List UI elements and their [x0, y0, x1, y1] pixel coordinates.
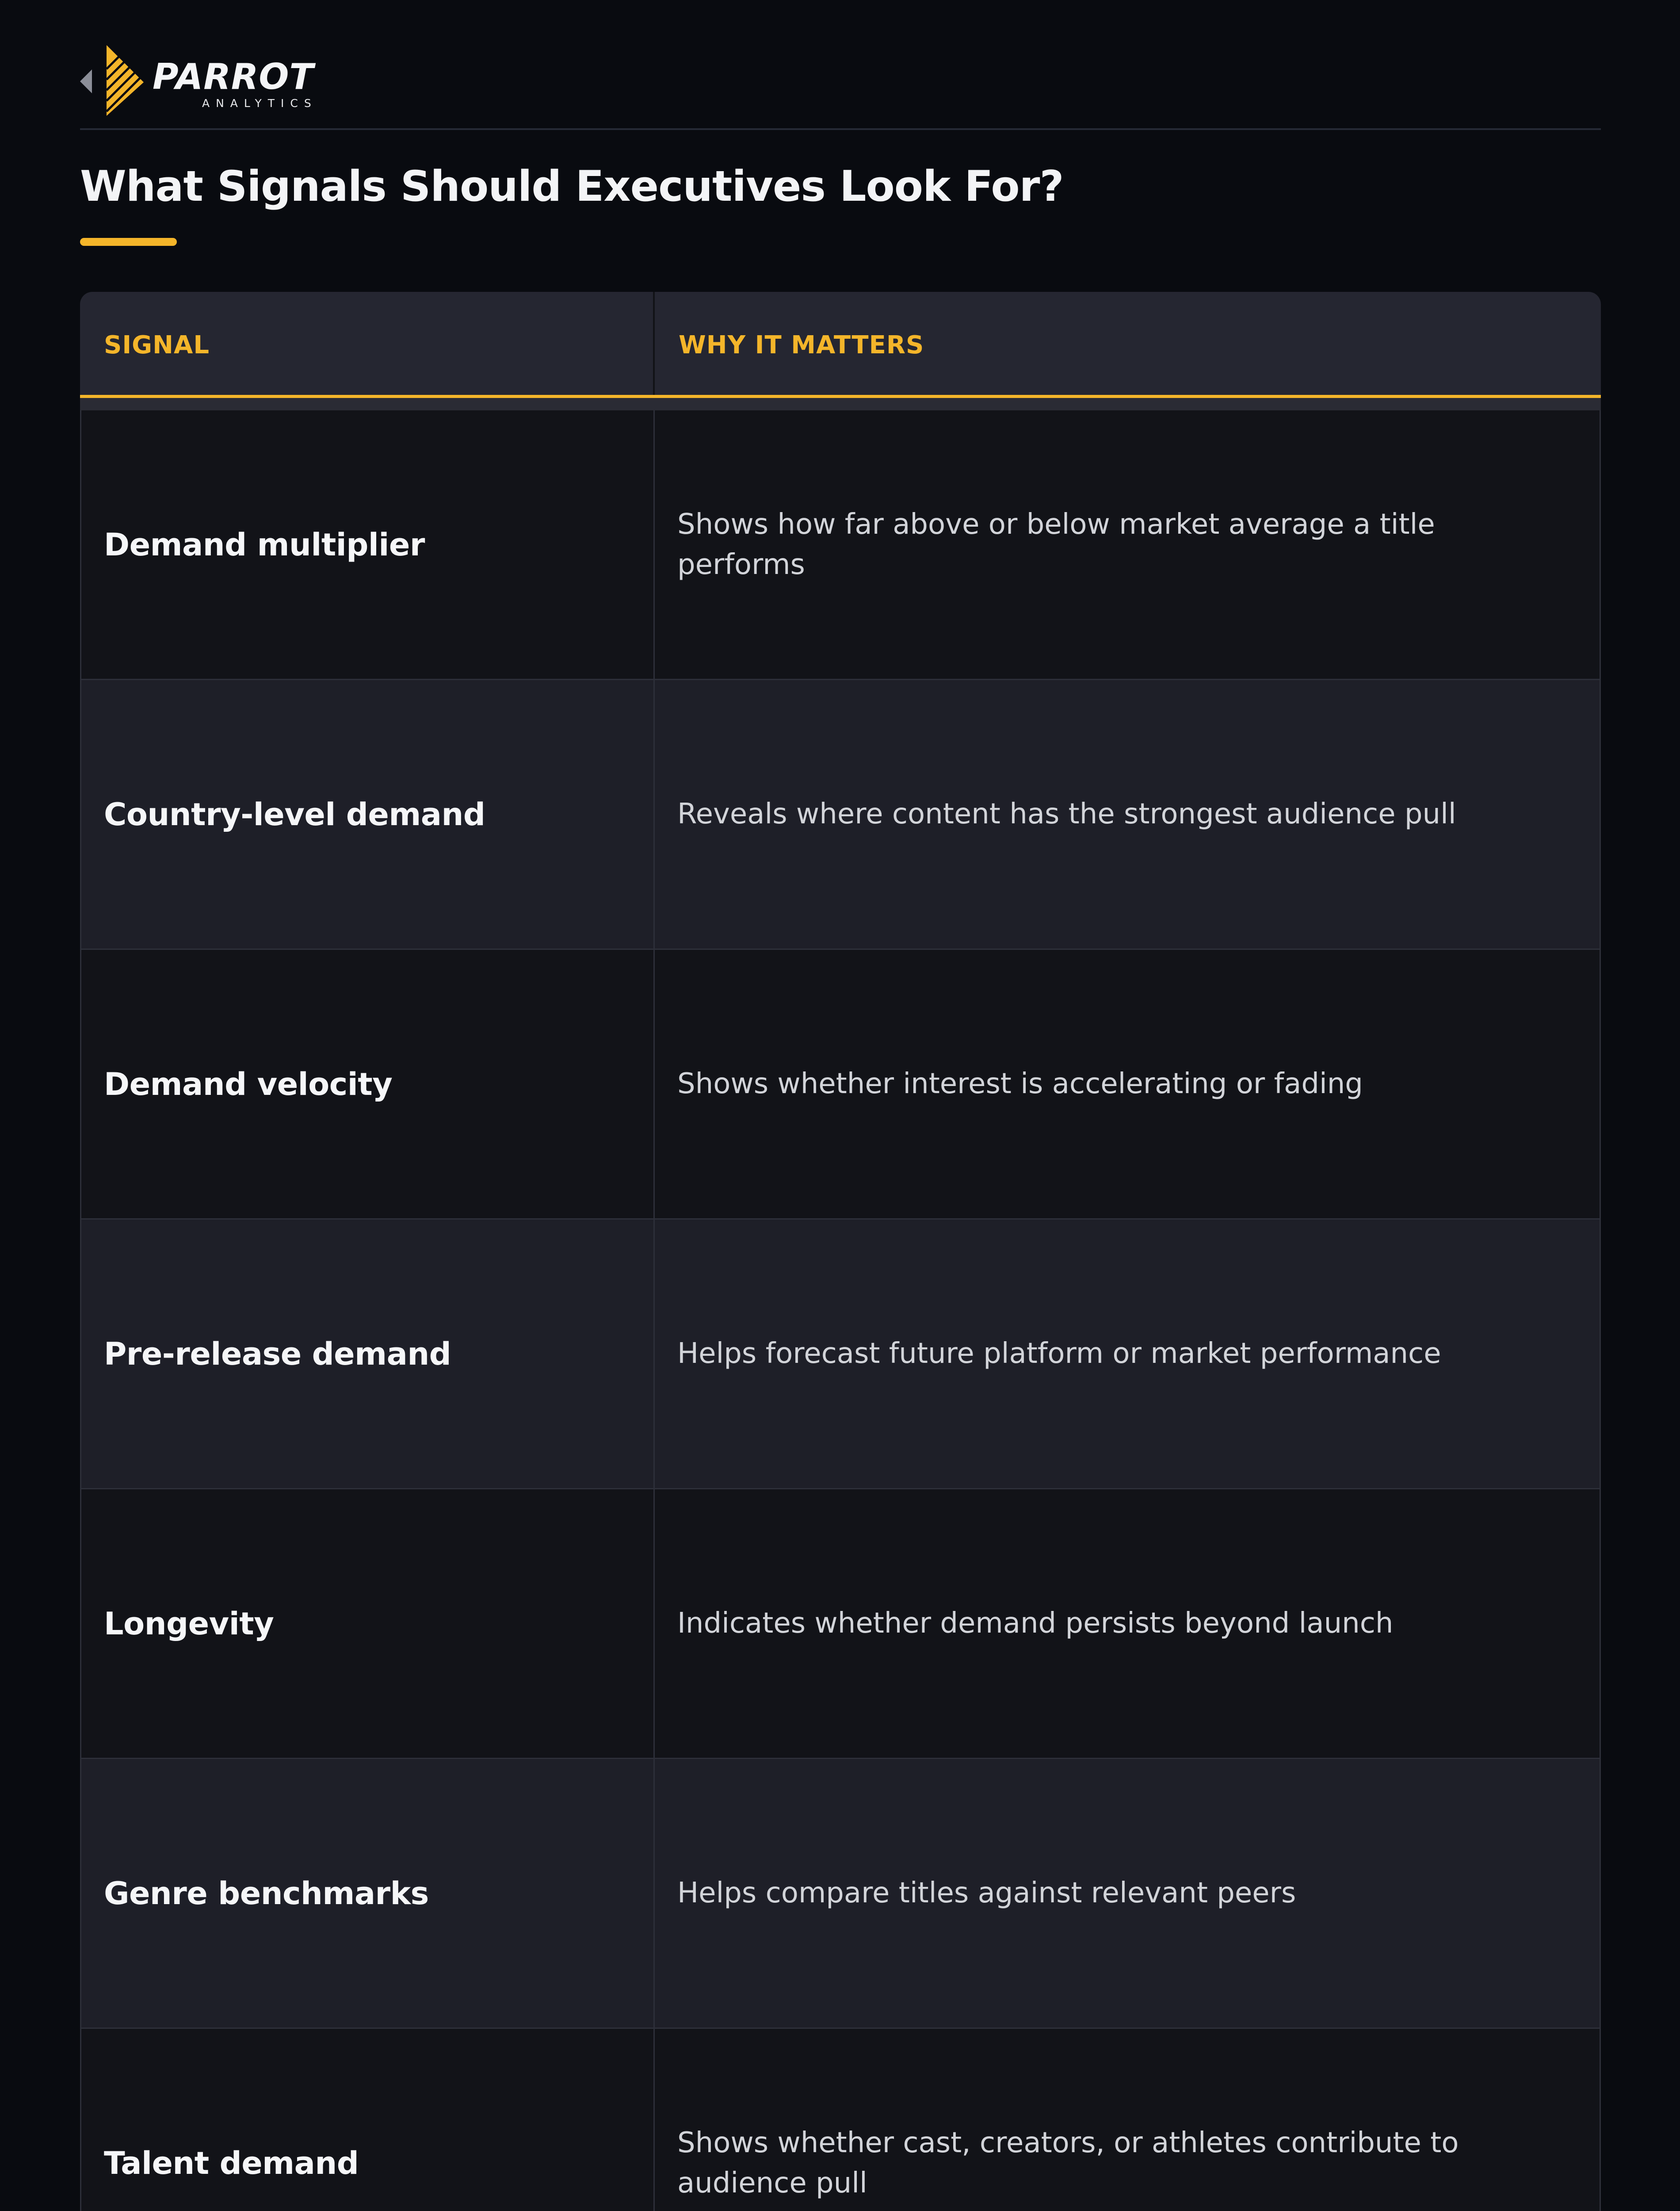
- triangle-left-icon[interactable]: [80, 69, 92, 93]
- page-title: What Signals Should Executives Look For?: [80, 162, 1064, 211]
- why-cell: Helps compare titles against relevant peers: [677, 1877, 1296, 1910]
- why-cell: Shows how far above or below market average a title performs: [677, 508, 1435, 581]
- signals-table: [80, 292, 1601, 2211]
- signal-cell: Demand velocity: [81, 950, 655, 1218]
- table-row: [80, 410, 1601, 680]
- signal-cell: Pre-release demand: [81, 1220, 655, 1488]
- why-cell: Shows whether interest is accelerating or fading: [677, 1067, 1363, 1101]
- why-cell: Reveals where content has the strongest audience pull: [677, 798, 1456, 831]
- table-row: [80, 1489, 1601, 1759]
- why-cell: Shows whether cast, creators, or athletes contribute to audience pull: [677, 2126, 1459, 2200]
- column-header-signal: SIGNAL: [80, 292, 655, 398]
- signal-cell: Demand multiplier: [81, 410, 655, 679]
- table-row: [80, 1759, 1601, 2029]
- why-cell: Helps forecast future platform or market performance: [677, 1337, 1441, 1370]
- table-row: [80, 950, 1601, 1220]
- logo-subtext: ANALYTICS: [202, 97, 317, 110]
- signal-cell: Country-level demand: [81, 680, 655, 949]
- column-header-why: WHY IT MATTERS: [679, 330, 924, 360]
- signal-cell: Talent demand: [81, 2029, 655, 2211]
- signal-cell: Genre benchmarks: [81, 1759, 655, 2027]
- table-row: [80, 680, 1601, 950]
- table-row: [80, 2029, 1601, 2211]
- table-header: [80, 292, 1601, 398]
- logo-wordmark[interactable]: PARROT: [153, 56, 314, 97]
- title-underline: [80, 238, 177, 246]
- parrot-stripes-logo[interactable]: [104, 45, 144, 116]
- header-divider: [80, 398, 1601, 410]
- signal-cell: Longevity: [81, 1489, 655, 1758]
- why-cell: Indicates whether demand persists beyond launch: [677, 1607, 1394, 1640]
- site-header: [80, 44, 1601, 130]
- table-row: [80, 1220, 1601, 1489]
